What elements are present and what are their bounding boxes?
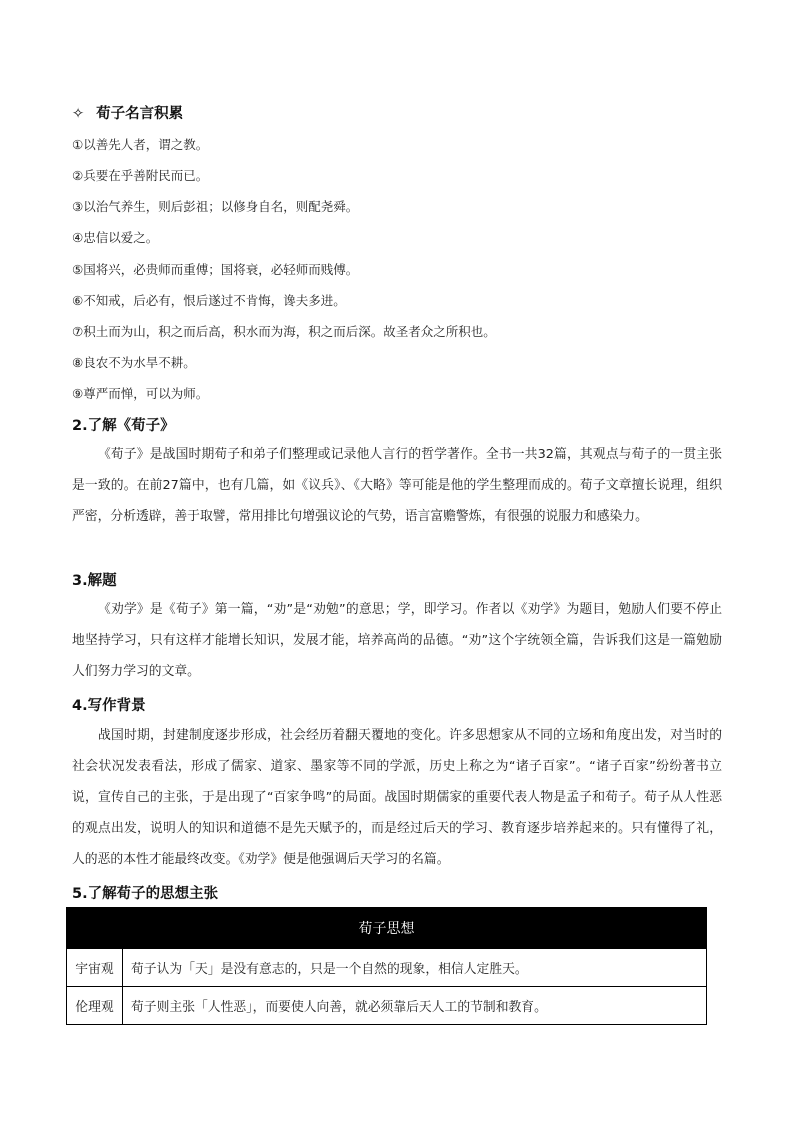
quote-item: ⑥不知戒，后必有，恨后遂过不肯悔，谗夫多进。: [72, 293, 346, 308]
quote-item: ⑧良农不为水旱不耕。: [72, 355, 196, 370]
paragraph-title-explanation: 《劝学》是《荀子》第一篇，“劝”是“劝勉”的意思；学，即学习。作者以《劝学》为题目，勉励人们要不停止地坚持学习，只有这样才能增长知识，发展才能，培养高尚的品德。“劝”这个字统领全篇，告诉我们这是一篇勉励人们努力学习的文章。: [72, 602, 722, 679]
paragraph-about-xunzi: 《荀子》是战国时期荀子和弟子们整理或记录他人言行的哲学著作。全书一共32篇，其观点与荀子的一贯主张是一致的。在前27篇中，也有几篇，如《议兵》、《大略》等可能是他的学生整理而成的。荀子文章擅长说理，组织严密，分析透辟，善于取譬，常用排比句增强议论的气势，语言富赡警炼，有很强的说服力和感染力。: [72, 447, 722, 524]
paragraph-background: 战国时期，封建制度逐步形成，社会经历着翻天覆地的变化。许多思想家从不同的立场和角度出发，对当时的社会状况发表看法，形成了儒家、道家、墨家等不同的学派，历史上称之为“诸子百家”。“诸子百家”纷纷著书立说，宣传自己的主张，于是出现了“百家争鸣”的局面。战国时期儒家的重要代表人物是孟子和荀子。荀子从人性恶的观点出发，说明人的知识和道德不是先天赋予的，而是经过后天的学习、教育逐步培养起来的。只有懂得了礼，人的恶的本性才能最终改变。《劝学》便是他强调后天学习的名篇。: [72, 728, 722, 867]
section-heading-thought: 5.了解荀子的思想主张: [72, 886, 219, 902]
quote-item: ⑨尊严而惮，可以为师。: [72, 386, 209, 401]
table-row-content: 荀子认为「天」是没有意志的，只是一个自然的现象，相信人定胜天。: [123, 949, 707, 987]
table-row-label: 宇宙观: [67, 949, 123, 987]
thought-table: [66, 907, 707, 1025]
quote-item: ⑤国将兴，必贵师而重傅；国将衰，必轻师而贱傅。: [72, 262, 359, 277]
section-title: 荀子名言积累: [96, 106, 184, 122]
section-heading-background: 4.写作背景: [72, 698, 146, 714]
table-header-row: [67, 908, 707, 949]
quote-item: ④忠信以爱之。: [72, 230, 159, 245]
section-heading-quotes: [72, 102, 183, 123]
quote-item: ①以善先人者，谓之教。: [72, 137, 209, 152]
table-row-content: 荀子则主张「人性恶」，而要使人向善，就必须靠后天人工的节制和教育。: [123, 987, 707, 1025]
table-row: [67, 949, 707, 987]
section-heading-title-explanation: 3.解题: [72, 573, 117, 589]
quote-item: ⑦积土而为山，积之而后高，积水而为海，积之而后深。故圣者众之所积也。: [72, 324, 496, 339]
table-row-label: 伦理观: [67, 987, 123, 1025]
quote-item: ③以治气养生，则后彭祖；以修身自名，则配尧舜。: [72, 199, 359, 214]
table-row: [67, 987, 707, 1025]
table-header: 荀子思想: [67, 908, 707, 949]
section-heading-about-xunzi: 2.了解《荀子》: [72, 418, 175, 434]
quote-item: ②兵要在乎善附民而已。: [72, 168, 209, 183]
sparkle-icon: ✧: [72, 106, 85, 122]
